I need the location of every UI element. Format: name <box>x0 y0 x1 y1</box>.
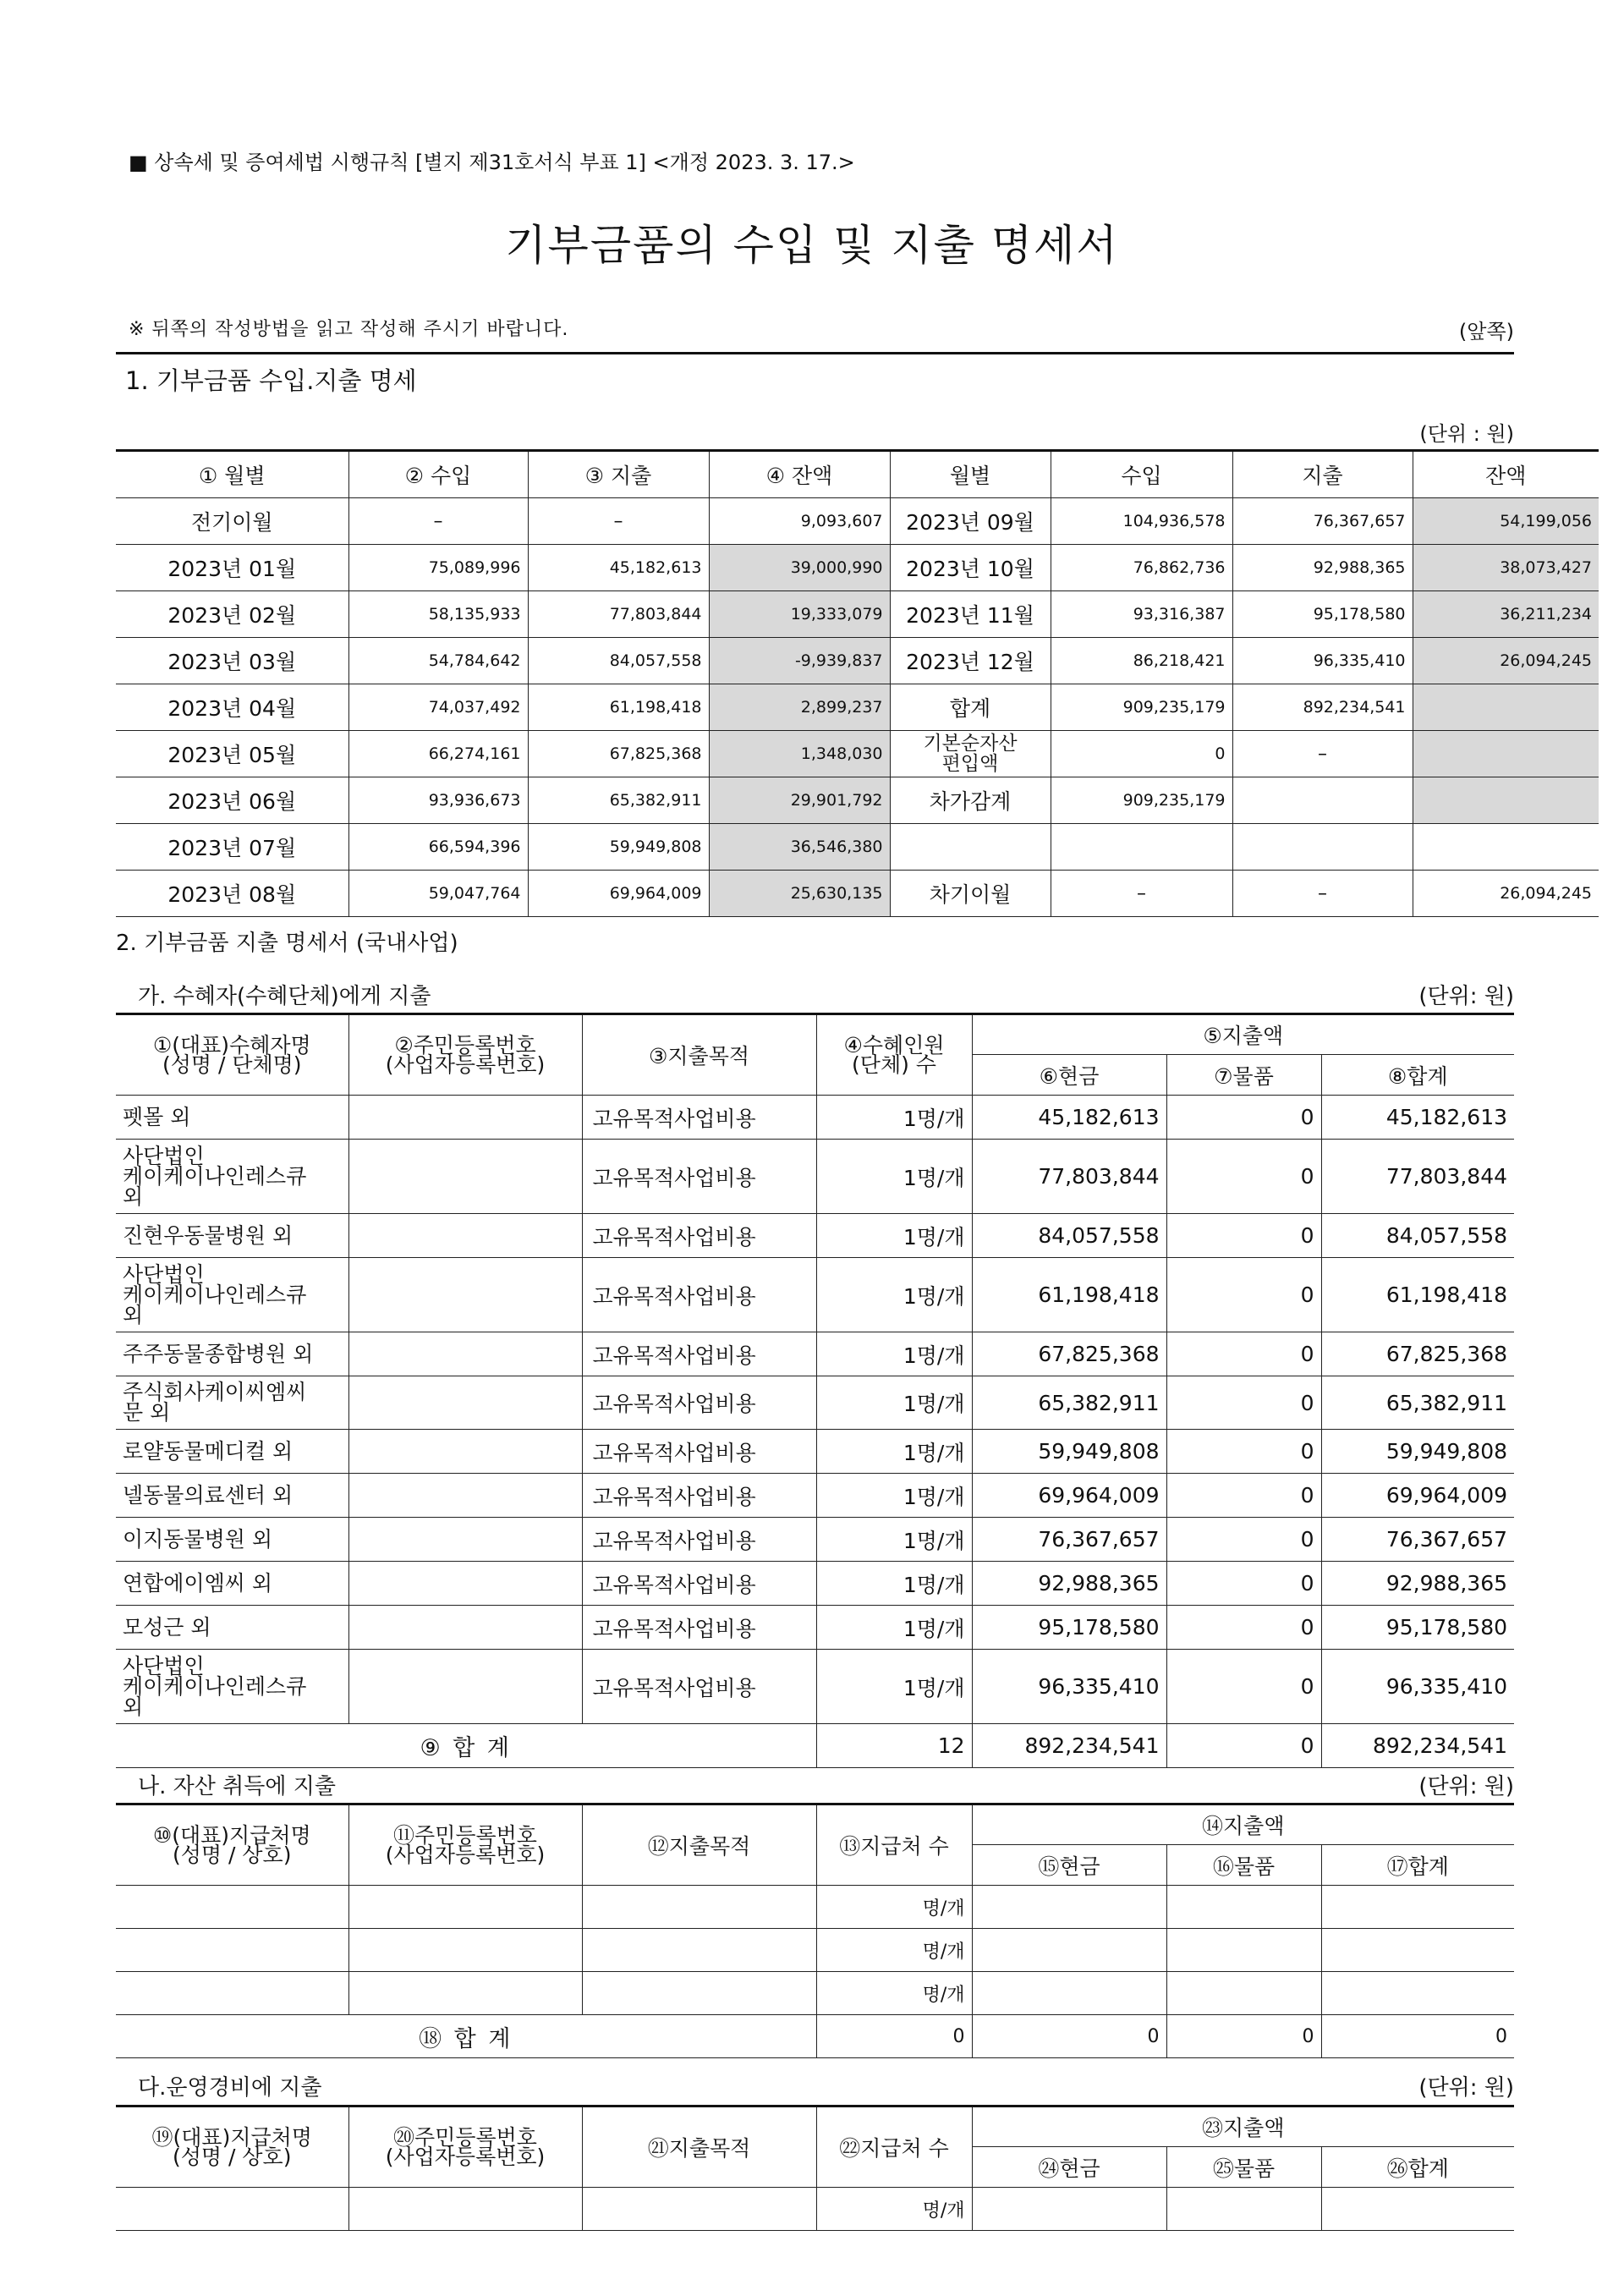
balance-cell: 1,348,030 <box>709 731 890 777</box>
purpose-cell: 고유목적사업비용 <box>582 1214 816 1258</box>
table-row <box>116 1518 1514 1562</box>
col-header-total: ㉖합계 <box>1321 2147 1514 2188</box>
month-cell: 2023년 02월 <box>116 591 348 638</box>
income-cell: 93,316,387 <box>1051 591 1232 638</box>
reg-number-cell[interactable] <box>348 1972 582 2015</box>
col-header-purpose: ③지출목적 <box>582 1014 816 1096</box>
table-row <box>116 871 1599 917</box>
cash-cell: 84,057,558 <box>972 1214 1166 1258</box>
income-expense-table <box>116 449 1599 917</box>
reg-number-cell <box>348 1214 582 1258</box>
balance-cell: 36,211,234 <box>1413 591 1599 638</box>
expense-cell: 92,988,365 <box>1232 545 1413 591</box>
goods-cell: 0 <box>1166 1606 1321 1650</box>
reg-number-cell <box>348 1430 582 1474</box>
table-row <box>116 1606 1514 1650</box>
cash-cell[interactable] <box>972 1972 1166 2015</box>
table-row <box>116 1096 1514 1140</box>
col-header-goods: ㉕물품 <box>1166 2147 1321 2188</box>
table-row <box>116 1332 1514 1376</box>
balance-cell: 26,094,245 <box>1413 638 1599 684</box>
total-cell: 61,198,418 <box>1321 1258 1514 1332</box>
balance-cell: 2,899,237 <box>709 684 890 731</box>
purpose-cell: 고유목적사업비용 <box>582 1650 816 1724</box>
col-header-expense-2: 지출 <box>1232 451 1413 498</box>
income-cell: 74,037,492 <box>348 684 528 731</box>
col-header-cash: ⑥현금 <box>972 1055 1166 1096</box>
cash-cell: 77,803,844 <box>972 1140 1166 1214</box>
month-cell: 2023년 04월 <box>116 684 348 731</box>
sum-row <box>116 1724 1514 1768</box>
beneficiary-count-cell: 1명/개 <box>816 1140 972 1214</box>
balance-cell: 25,630,135 <box>709 871 890 917</box>
cash-cell: 69,964,009 <box>972 1474 1166 1518</box>
income-cell: 909,235,179 <box>1051 777 1232 824</box>
expense-cell: – <box>1232 731 1413 777</box>
purpose-cell: 고유목적사업비용 <box>582 1140 816 1214</box>
purpose-cell: 고유목적사업비용 <box>582 1518 816 1562</box>
table-row <box>116 684 1599 731</box>
sum-label: ⑱ 합 계 <box>116 2015 816 2058</box>
income-cell: – <box>348 498 528 545</box>
total-cell: 59,949,808 <box>1321 1430 1514 1474</box>
month-cell: 2023년 06월 <box>116 777 348 824</box>
purpose-cell[interactable] <box>582 1886 816 1929</box>
total-cell: 84,057,558 <box>1321 1214 1514 1258</box>
table-row <box>116 545 1599 591</box>
goods-cell[interactable] <box>1166 1929 1321 1972</box>
col-header-cash: ㉔현금 <box>972 2147 1166 2188</box>
table-row <box>116 1258 1514 1332</box>
reg-number-cell <box>348 1140 582 1214</box>
income-cell: 66,274,161 <box>348 731 528 777</box>
sub-b-unit: (단위: 원) <box>1418 1774 1514 1799</box>
month-cell: 2023년 05월 <box>116 731 348 777</box>
beneficiary-name-cell: 진현우동물병원 외 <box>116 1214 348 1258</box>
expense-cell: 892,234,541 <box>1232 684 1413 731</box>
cash-cell: 95,178,580 <box>972 1606 1166 1650</box>
balance-cell: 38,073,427 <box>1413 545 1599 591</box>
total-cell: 76,367,657 <box>1321 1518 1514 1562</box>
income-cell: 54,784,642 <box>348 638 528 684</box>
cash-cell: 65,382,911 <box>972 1376 1166 1430</box>
goods-cell: 0 <box>1166 1258 1321 1332</box>
total-cell: 67,825,368 <box>1321 1332 1514 1376</box>
month-cell: 2023년 07월 <box>116 824 348 871</box>
payee-count-cell[interactable]: 명/개 <box>816 1886 972 1929</box>
table-row <box>116 1562 1514 1606</box>
law-reference: ■ 상속세 및 증여세법 시행규칙 [별지 제31호서식 부표 1] <개정 2023. 3. 17.> <box>129 151 855 174</box>
col-header-amount: ㉓지출액 <box>972 2106 1514 2147</box>
expense-cell: – <box>1232 871 1413 917</box>
table-row <box>116 777 1599 824</box>
sum-row <box>116 2015 1514 2058</box>
col-header-balance: ④ 잔액 <box>709 451 890 498</box>
col-header-amount: ⑭지출액 <box>972 1804 1514 1845</box>
operating-expense-table <box>116 2105 1514 2231</box>
col-header-month-2: 월별 <box>890 451 1051 498</box>
col-header-cash: ⑮현금 <box>972 1845 1166 1886</box>
reg-number-cell <box>348 1562 582 1606</box>
income-cell: 59,047,764 <box>348 871 528 917</box>
balance-cell: 9,093,607 <box>709 498 890 545</box>
goods-cell: 0 <box>1166 1518 1321 1562</box>
payee-name-cell[interactable] <box>116 2188 348 2231</box>
month-cell: 차가감계 <box>890 777 1051 824</box>
total-cell[interactable] <box>1321 1929 1514 1972</box>
sum-goods: 0 <box>1166 1724 1321 1768</box>
reg-number-cell <box>348 1650 582 1724</box>
balance-cell: 29,901,792 <box>709 777 890 824</box>
table-row <box>116 824 1599 871</box>
col-header-expense: ③ 지출 <box>528 451 709 498</box>
col-header-beneficiary-count: ④수혜인원 (단체) 수 <box>816 1014 972 1096</box>
balance-cell: 36,546,380 <box>709 824 890 871</box>
balance-cell: 39,000,990 <box>709 545 890 591</box>
table-row <box>116 1376 1514 1430</box>
goods-cell: 0 <box>1166 1096 1321 1140</box>
income-cell: 75,089,996 <box>348 545 528 591</box>
col-header-income-2: 수입 <box>1051 451 1232 498</box>
reg-number-cell <box>348 1258 582 1332</box>
reg-number-cell[interactable] <box>348 1886 582 1929</box>
section2-title: 2. 기부금품 지출 명세서 (국내사업) <box>116 931 458 956</box>
expense-cell: 84,057,558 <box>528 638 709 684</box>
sum-cash: 0 <box>972 2015 1166 2058</box>
goods-cell[interactable] <box>1166 2188 1321 2231</box>
income-cell: 104,936,578 <box>1051 498 1232 545</box>
month-cell <box>890 824 1051 871</box>
purpose-cell: 고유목적사업비용 <box>582 1562 816 1606</box>
payee-name-cell[interactable] <box>116 1929 348 1972</box>
income-cell: 909,235,179 <box>1051 684 1232 731</box>
expense-cell: 59,949,808 <box>528 824 709 871</box>
total-cell[interactable] <box>1321 2188 1514 2231</box>
cash-cell: 67,825,368 <box>972 1332 1166 1376</box>
income-cell: 66,594,396 <box>348 824 528 871</box>
sum-count: 0 <box>816 2015 972 2058</box>
sum-total: 0 <box>1321 2015 1514 2058</box>
goods-cell: 0 <box>1166 1562 1321 1606</box>
table-row <box>116 1886 1514 1929</box>
table-row <box>116 1140 1514 1214</box>
beneficiary-count-cell: 1명/개 <box>816 1562 972 1606</box>
col-header-total: ⑧합계 <box>1321 1055 1514 1096</box>
reg-number-cell <box>348 1606 582 1650</box>
expense-cell: 69,964,009 <box>528 871 709 917</box>
goods-cell[interactable] <box>1166 1972 1321 2015</box>
payee-count-cell[interactable]: 명/개 <box>816 2188 972 2231</box>
month-cell: 합계 <box>890 684 1051 731</box>
page-title: 기부금품의 수입 및 지출 명세서 <box>505 221 1119 270</box>
col-header-beneficiary-name: ①(대표)수혜자명 (성명 / 단체명) <box>116 1014 348 1096</box>
table-row <box>116 1474 1514 1518</box>
beneficiary-count-cell: 1명/개 <box>816 1376 972 1430</box>
beneficiary-name-cell: 사단법인 케이케이나인레스큐 외 <box>116 1140 348 1214</box>
table-row <box>116 1430 1514 1474</box>
reg-number-cell <box>348 1474 582 1518</box>
beneficiary-name-cell: 로얄동물메디컬 외 <box>116 1430 348 1474</box>
balance-cell: -9,939,837 <box>709 638 890 684</box>
table-row <box>116 638 1599 684</box>
total-cell: 95,178,580 <box>1321 1606 1514 1650</box>
expense-cell: 77,803,844 <box>528 591 709 638</box>
beneficiary-expense-table <box>116 1013 1514 1768</box>
table-row <box>116 1650 1514 1724</box>
month-cell: 2023년 12월 <box>890 638 1051 684</box>
sub-c-title: 다.운영경비에 지출 <box>138 2075 322 2101</box>
beneficiary-name-cell: 사단법인 케이케이나인레스큐 외 <box>116 1650 348 1724</box>
reg-number-cell[interactable] <box>348 2188 582 2231</box>
month-cell: 2023년 11월 <box>890 591 1051 638</box>
section1-title: 1. 기부금품 수입.지출 명세 <box>125 366 417 395</box>
beneficiary-name-cell: 넬동물의료센터 외 <box>116 1474 348 1518</box>
col-header-income: ② 수입 <box>348 451 528 498</box>
table-row <box>116 731 1599 777</box>
income-cell: 93,936,673 <box>348 777 528 824</box>
sub-b-title: 나. 자산 취득에 지출 <box>138 1774 336 1799</box>
reg-number-cell[interactable] <box>348 1929 582 1972</box>
beneficiary-count-cell: 1명/개 <box>816 1474 972 1518</box>
section1-header-row <box>116 451 1599 498</box>
purpose-cell[interactable] <box>582 1929 816 1972</box>
expense-cell: 95,178,580 <box>1232 591 1413 638</box>
goods-cell: 0 <box>1166 1140 1321 1214</box>
col-header-payee-name: ⑩(대표)지급처명 (성명 / 상호) <box>116 1804 348 1886</box>
income-cell: 0 <box>1051 731 1232 777</box>
expense-cell: 45,182,613 <box>528 545 709 591</box>
month-cell: 전기이월 <box>116 498 348 545</box>
beneficiary-count-cell: 1명/개 <box>816 1650 972 1724</box>
balance-cell <box>1413 684 1599 731</box>
expense-cell: – <box>528 498 709 545</box>
reg-number-cell <box>348 1518 582 1562</box>
sum-label: ⑨ 합 계 <box>116 1724 816 1768</box>
sub-a-title: 가. 수혜자(수혜단체)에게 지출 <box>138 984 431 1009</box>
balance-cell <box>1413 731 1599 777</box>
month-cell: 기본순자산 편입액 <box>890 731 1051 777</box>
goods-cell: 0 <box>1166 1430 1321 1474</box>
cash-cell: 96,335,410 <box>972 1650 1166 1724</box>
balance-cell: 54,199,056 <box>1413 498 1599 545</box>
beneficiary-name-cell: 연합에이엠씨 외 <box>116 1562 348 1606</box>
total-cell: 92,988,365 <box>1321 1562 1514 1606</box>
expense-cell: 67,825,368 <box>528 731 709 777</box>
expense-cell: 96,335,410 <box>1232 638 1413 684</box>
beneficiary-count-cell: 1명/개 <box>816 1518 972 1562</box>
cash-cell: 45,182,613 <box>972 1096 1166 1140</box>
purpose-cell: 고유목적사업비용 <box>582 1096 816 1140</box>
beneficiary-count-cell: 1명/개 <box>816 1096 972 1140</box>
beneficiary-name-cell: 모성근 외 <box>116 1606 348 1650</box>
income-cell: – <box>1051 871 1232 917</box>
sum-count: 12 <box>816 1724 972 1768</box>
col-header-purpose: ㉑지출목적 <box>582 2106 816 2188</box>
page-side-label: (앞쪽) <box>1458 320 1514 343</box>
sub-a-unit: (단위: 원) <box>1418 984 1514 1009</box>
month-cell: 차기이월 <box>890 871 1051 917</box>
col-header-payee-count: ㉒지급처 수 <box>816 2106 972 2188</box>
month-cell: 2023년 09월 <box>890 498 1051 545</box>
beneficiary-name-cell: 사단법인 케이케이나인레스큐 외 <box>116 1258 348 1332</box>
total-cell: 45,182,613 <box>1321 1096 1514 1140</box>
table-row <box>116 1929 1514 1972</box>
beneficiary-count-cell: 1명/개 <box>816 1430 972 1474</box>
beneficiary-name-cell: 이지동물병원 외 <box>116 1518 348 1562</box>
month-cell: 2023년 08월 <box>116 871 348 917</box>
expense-cell: 76,367,657 <box>1232 498 1413 545</box>
income-cell: 76,862,736 <box>1051 545 1232 591</box>
table-row <box>116 498 1599 545</box>
reg-number-cell <box>348 1096 582 1140</box>
month-cell: 2023년 01월 <box>116 545 348 591</box>
balance-cell: 19,333,079 <box>709 591 890 638</box>
month-cell: 2023년 10월 <box>890 545 1051 591</box>
purpose-cell: 고유목적사업비용 <box>582 1258 816 1332</box>
purpose-cell[interactable] <box>582 2188 816 2231</box>
goods-cell: 0 <box>1166 1332 1321 1376</box>
cash-cell[interactable] <box>972 1929 1166 1972</box>
col-header-goods: ⑦물품 <box>1166 1055 1321 1096</box>
total-cell: 69,964,009 <box>1321 1474 1514 1518</box>
total-cell: 96,335,410 <box>1321 1650 1514 1724</box>
income-cell <box>1051 824 1232 871</box>
table-row <box>116 2188 1514 2231</box>
col-header-goods: ⑯물품 <box>1166 1845 1321 1886</box>
total-cell: 65,382,911 <box>1321 1376 1514 1430</box>
beneficiary-name-cell: 주식회사케이씨엠씨 문 외 <box>116 1376 348 1430</box>
expense-cell: 65,382,911 <box>528 777 709 824</box>
col-header-reg-number: ⑪주민등록번호 (사업자등록번호) <box>348 1804 582 1886</box>
reg-number-cell <box>348 1376 582 1430</box>
beneficiary-count-cell: 1명/개 <box>816 1606 972 1650</box>
reg-number-cell <box>348 1332 582 1376</box>
section1-unit: (단위 : 원) <box>1419 422 1514 446</box>
month-cell: 2023년 03월 <box>116 638 348 684</box>
goods-cell: 0 <box>1166 1650 1321 1724</box>
goods-cell: 0 <box>1166 1214 1321 1258</box>
sum-goods: 0 <box>1166 2015 1321 2058</box>
col-header-total: ⑰합계 <box>1321 1845 1514 1886</box>
table-row <box>116 1972 1514 2015</box>
purpose-cell: 고유목적사업비용 <box>582 1430 816 1474</box>
sub-c-unit: (단위: 원) <box>1418 2075 1514 2101</box>
payee-name-cell[interactable] <box>116 1972 348 2015</box>
purpose-cell[interactable] <box>582 1972 816 2015</box>
goods-cell[interactable] <box>1166 1886 1321 1929</box>
cash-cell: 76,367,657 <box>972 1518 1166 1562</box>
instruction-note: ※ 뒤쪽의 작성방법을 읽고 작성해 주시기 바랍니다. <box>129 319 569 340</box>
payee-name-cell[interactable] <box>116 1886 348 1929</box>
income-cell: 86,218,421 <box>1051 638 1232 684</box>
col-header-payee-name: ⑲(대표)지급처명 (성명 / 상호) <box>116 2106 348 2188</box>
col-header-month: ① 월별 <box>116 451 348 498</box>
beneficiary-count-cell: 1명/개 <box>816 1332 972 1376</box>
header-divider <box>116 352 1514 354</box>
col-header-purpose: ⑫지출목적 <box>582 1804 816 1886</box>
cash-cell: 92,988,365 <box>972 1562 1166 1606</box>
expense-cell <box>1232 777 1413 824</box>
goods-cell: 0 <box>1166 1376 1321 1430</box>
expense-cell <box>1232 824 1413 871</box>
col-header-reg-number: ⑳주민등록번호 (사업자등록번호) <box>348 2106 582 2188</box>
cash-cell[interactable] <box>972 1886 1166 1929</box>
asset-acquisition-table <box>116 1803 1514 2058</box>
total-cell[interactable] <box>1321 1886 1514 1929</box>
goods-cell: 0 <box>1166 1474 1321 1518</box>
table-row <box>116 591 1599 638</box>
table-row <box>116 1214 1514 1258</box>
sum-cash: 892,234,541 <box>972 1724 1166 1768</box>
cash-cell: 59,949,808 <box>972 1430 1166 1474</box>
beneficiary-count-cell: 1명/개 <box>816 1214 972 1258</box>
income-cell: 58,135,933 <box>348 591 528 638</box>
sub-a-header-row-1 <box>116 1014 1514 1055</box>
expense-cell: 61,198,418 <box>528 684 709 731</box>
sum-total: 892,234,541 <box>1321 1724 1514 1768</box>
col-header-amount: ⑤지출액 <box>972 1014 1514 1055</box>
purpose-cell: 고유목적사업비용 <box>582 1376 816 1430</box>
cash-cell[interactable] <box>972 2188 1166 2231</box>
beneficiary-name-cell: 주주동물종합병원 외 <box>116 1332 348 1376</box>
purpose-cell: 고유목적사업비용 <box>582 1606 816 1650</box>
total-cell: 77,803,844 <box>1321 1140 1514 1214</box>
beneficiary-count-cell: 1명/개 <box>816 1258 972 1332</box>
balance-cell: 26,094,245 <box>1413 871 1599 917</box>
cash-cell: 61,198,418 <box>972 1258 1166 1332</box>
balance-cell <box>1413 777 1599 824</box>
balance-cell <box>1413 824 1599 871</box>
payee-count-cell[interactable]: 명/개 <box>816 1972 972 2015</box>
payee-count-cell[interactable]: 명/개 <box>816 1929 972 1972</box>
col-header-balance-2: 잔액 <box>1413 451 1599 498</box>
total-cell[interactable] <box>1321 1972 1514 2015</box>
beneficiary-name-cell: 펫몰 외 <box>116 1096 348 1140</box>
purpose-cell: 고유목적사업비용 <box>582 1474 816 1518</box>
col-header-payee-count: ⑬지급처 수 <box>816 1804 972 1886</box>
col-header-reg-number: ②주민등록번호 (사업자등록번호) <box>348 1014 582 1096</box>
purpose-cell: 고유목적사업비용 <box>582 1332 816 1376</box>
